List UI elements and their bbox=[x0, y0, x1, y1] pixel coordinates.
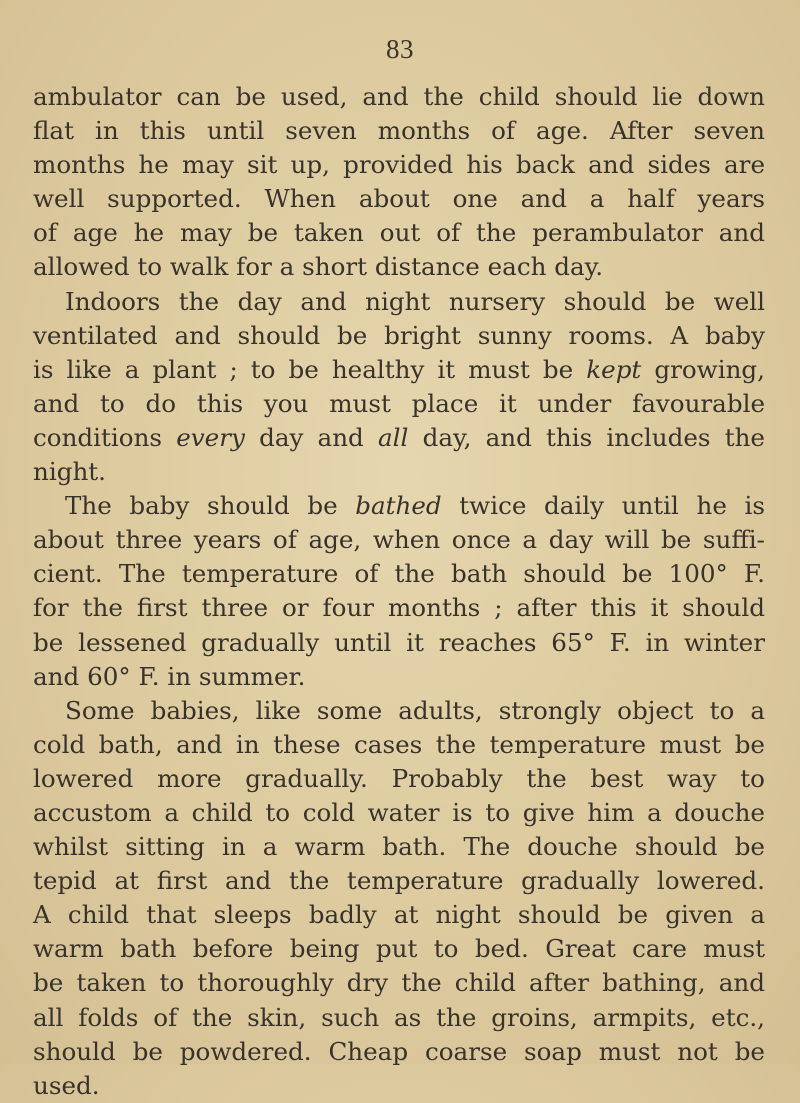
italic-emphasis: bathed bbox=[355, 491, 442, 521]
text-line: flat in this until seven months of age. After seven bbox=[33, 116, 765, 146]
text-line: and 60° F. in summer. bbox=[33, 661, 306, 691]
text-line: months he may sit up, provided his back and sides are bbox=[33, 150, 765, 180]
text-line: The baby should be bathed twice daily until he is bbox=[65, 491, 765, 521]
text-line: tepid at first and the temperature gradually lowered. bbox=[33, 866, 765, 896]
text-line: Some babies, like some adults, strongly object to a bbox=[65, 695, 765, 725]
italic-emphasis: kept bbox=[586, 354, 642, 384]
text-line: be lessened gradually until it reaches 65° F. in winter bbox=[33, 627, 765, 657]
text-line: Indoors the day and night nursery should be well bbox=[65, 286, 765, 316]
page-number: 83 bbox=[386, 34, 414, 64]
text-line: is like a plant ; to be healthy it must be kept growing, bbox=[33, 354, 765, 384]
body-text bbox=[33, 80, 765, 1103]
italic-emphasis: every bbox=[176, 422, 245, 452]
text-line: ambulator can be used, and the child should lie down bbox=[33, 82, 765, 111]
text-line: well supported. When about one and a half years bbox=[33, 184, 765, 214]
text-line: used. bbox=[33, 1070, 100, 1100]
text-line: allowed to walk for a short distance each day. bbox=[33, 252, 604, 282]
text-line: ventilated and should be bright sunny rooms. A baby bbox=[33, 320, 765, 350]
text-line: warm bath before being put to bed. Great care must bbox=[33, 934, 765, 964]
italic-emphasis: all bbox=[377, 422, 409, 452]
text-line: about three years of age, when once a day will be suffi- bbox=[33, 525, 765, 555]
text-line: of age he may be taken out of the perambulator and bbox=[33, 218, 765, 248]
text-line: cient. The temperature of the bath should be 100° F. bbox=[33, 559, 765, 589]
text-line: all folds of the skin, such as the groins, armpits, etc., bbox=[33, 1002, 765, 1032]
text-line: A child that sleeps badly at night should be given a bbox=[33, 900, 765, 930]
text-line: be taken to thoroughly dry the child after bathing, and bbox=[33, 968, 765, 998]
text-line: accustom a child to cold water is to give him a douche bbox=[33, 797, 765, 827]
text-line: cold bath, and in these cases the temperature must be bbox=[33, 729, 765, 759]
text-line: night. bbox=[33, 457, 106, 487]
text-line: should be powdered. Cheap coarse soap must not be bbox=[33, 1036, 765, 1066]
text-line: lowered more gradually. Probably the best way to bbox=[33, 763, 765, 793]
text-line: conditions every day and all day, and this includes the bbox=[33, 422, 765, 452]
text-line: whilst sitting in a warm bath. The douche should be bbox=[33, 832, 765, 862]
text-line: for the first three or four months ; after this it should bbox=[33, 593, 765, 623]
text-line: and to do this you must place it under favourable bbox=[33, 388, 765, 418]
